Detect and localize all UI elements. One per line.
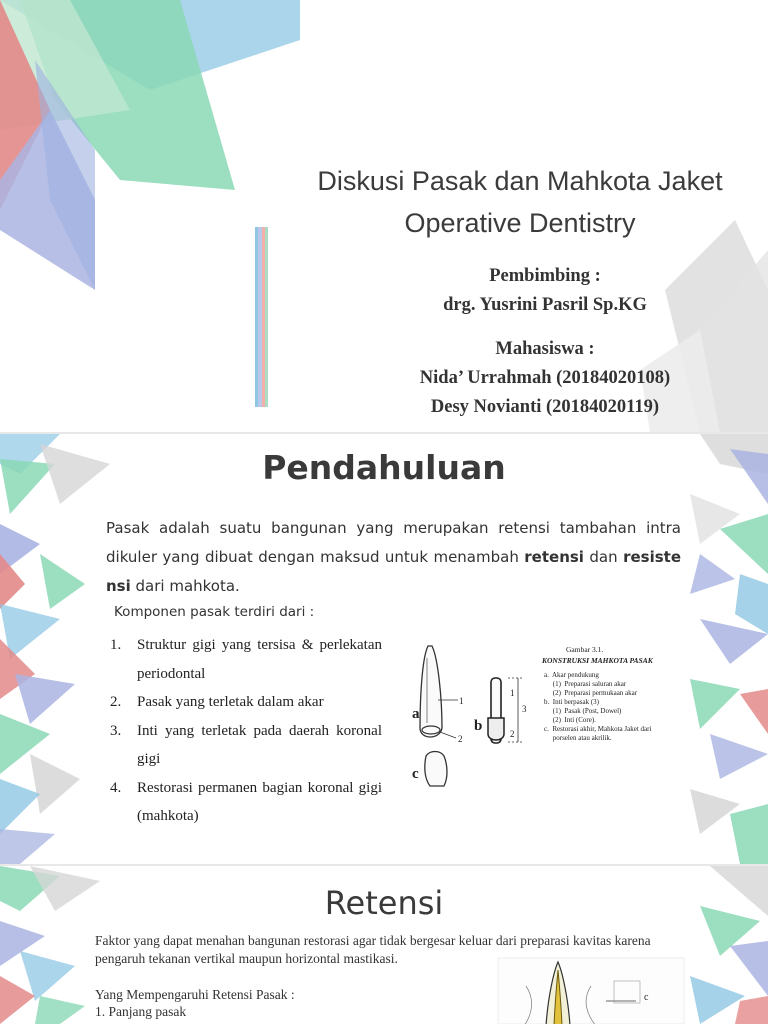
list-text: Inti yang terletak pada daerah koronal gigi: [137, 722, 382, 767]
label-2: 2: [458, 734, 463, 744]
deco-shape: [690, 554, 735, 594]
caption-line: a. Akar pendukung: [544, 671, 599, 679]
deco-shape: [730, 804, 768, 864]
deco-shape: [690, 789, 740, 834]
title-line-1: Diskusi Pasak dan Mahkota Jaket: [317, 166, 723, 196]
label-c: c: [412, 766, 419, 782]
deco-shape: [15, 674, 75, 724]
para-text: dari mahkota.: [130, 577, 240, 595]
deco-shape: [710, 734, 768, 779]
color-stripes: [255, 227, 268, 407]
tooth-section-drawing: [496, 956, 686, 1024]
presentation-title: [270, 160, 768, 244]
leader-line: [440, 732, 456, 738]
deco-shape: [735, 574, 768, 634]
caption-line: b. Inti berpasak (3): [544, 698, 600, 706]
para-text: dan: [583, 548, 624, 566]
deco-shape: [35, 996, 85, 1024]
tooth-root-drawing: [420, 646, 442, 737]
para-bold: retensi: [524, 548, 584, 566]
pembimbing-label: Pembimbing :: [489, 266, 601, 286]
retensi-item: 1. Panjang pasak: [95, 1004, 187, 1019]
caption-line: (2) Inti (Core).: [544, 716, 596, 724]
deco-shape: [735, 996, 768, 1024]
pendahuluan-slide: [0, 434, 768, 864]
deco-shape: [30, 754, 80, 814]
figure-caption-subtitle: KONSTRUKSI MAHKOTA PASAK: [542, 656, 653, 665]
deco-shape: [740, 689, 768, 734]
caption-line: (2) Preparasi permukaan akar: [544, 689, 638, 697]
para-text: Pasak adalah suatu bangunan yang merupakan retensi tambahan intra dikuler yang dibuat dengan maksud untuk menambah: [106, 519, 681, 566]
tooth-diagram: [398, 638, 688, 798]
list-item: [104, 717, 382, 774]
label-1: 1: [459, 696, 464, 706]
slide-title: Retensi: [324, 884, 444, 922]
caption-line: (1) Preparasi saluran akar: [544, 680, 627, 688]
retensi-sub-label: Yang Mempengaruhi Retensi Pasak :: [95, 987, 295, 1002]
label-b: b: [474, 718, 483, 734]
figure-caption-title: Gambar 3.1.: [566, 645, 604, 654]
list-text: Pasak yang terletak dalam akar: [137, 694, 324, 710]
pembimbing-name: drg. Yusrini Pasril Sp.KG: [443, 295, 647, 315]
list-item: [104, 631, 382, 688]
list-item: [104, 774, 382, 831]
komponen-label: Komponen pasak terdiri dari :: [114, 604, 315, 620]
intro-paragraph: [106, 514, 681, 601]
deco-shape: [0, 779, 40, 834]
deco-shape: [690, 679, 740, 729]
mahasiswa-label: Mahasiswa :: [495, 339, 595, 359]
label-3: 3: [522, 704, 527, 714]
deco-shape: [730, 941, 768, 996]
retensi-paragraph: Faktor yang dapat menahan bangunan restorasi agar tidak bergesar keluar dari preparasi kavitas karena pengaruh tekanan vertikal maupun horizontal mastikasi.: [95, 933, 651, 966]
deco-shape: [0, 829, 55, 864]
list-number: 4.: [110, 779, 122, 796]
list-item: [104, 688, 382, 717]
pembimbing-block: [380, 262, 710, 320]
slide-title: Pendahuluan: [262, 448, 506, 487]
label-1: 1: [510, 688, 515, 698]
stripe: [265, 227, 268, 407]
caption-line: (1) Pasak (Post, Dowel): [544, 707, 622, 715]
mahasiswa-block: [380, 335, 710, 422]
para-bold: resiste nsi: [106, 548, 681, 595]
crown-drawing: [425, 752, 447, 787]
list-number: 2.: [110, 694, 122, 710]
list-number: 1.: [110, 637, 122, 653]
label-2: 2: [510, 729, 515, 739]
list-text: Struktur gigi yang tersisa & perlekatan periodontal: [137, 637, 382, 682]
figure-bg: [498, 958, 684, 1024]
caption-line: c. Restorasi akhir, Mahkota Jaket dari: [544, 725, 652, 733]
label-c: c: [644, 992, 649, 1003]
figure-caption-lines: [544, 671, 651, 742]
retensi-figure: [496, 956, 686, 1024]
list-number: 3.: [110, 722, 122, 739]
core-drawing: [488, 718, 504, 740]
list-text: Restorasi permanen bagian koronal gigi (mahkota): [137, 779, 382, 824]
title-slide: [0, 0, 768, 432]
student-name: Nida’ Urrahmah (20184020108): [419, 368, 671, 388]
student-name: Desy Novianti (20184020119): [430, 397, 660, 417]
retensi-slide: [0, 866, 768, 1024]
deco-shape: [40, 554, 85, 609]
post-crown-figure: [398, 638, 688, 798]
label-a: a: [412, 706, 420, 722]
caption-line: porselen atau akrilik.: [544, 734, 612, 742]
komponen-list: [104, 631, 382, 831]
title-line-2: Operative Dentistry: [404, 208, 636, 238]
